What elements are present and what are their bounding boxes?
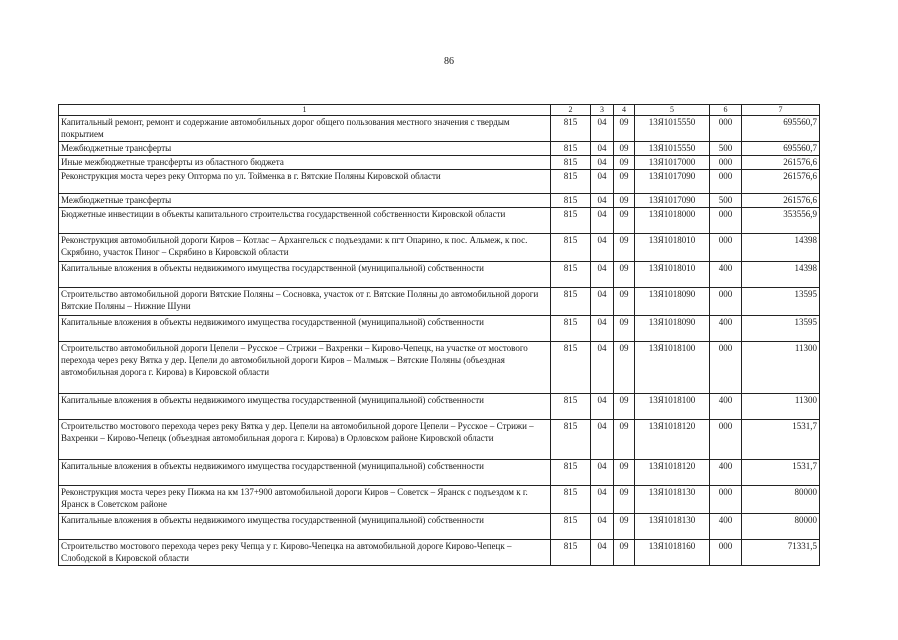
item-name-cell: Реконструкция автомобильной дороги Киров – Котлас – Архангельск с подъездами: к пгт Опарино, к пос. Альмеж, к пос. Скрябино, участок Пиног – Скрябино в Кировской области	[59, 234, 551, 262]
table-row	[59, 194, 820, 208]
target-article-cell: 13Я1018100	[635, 394, 710, 420]
expense-type-cell: 000	[710, 234, 742, 262]
target-article-cell: 13Я1018120	[635, 420, 710, 460]
expense-type-cell: 400	[710, 514, 742, 540]
header-cell: 5	[635, 105, 710, 116]
table-row	[59, 486, 820, 514]
table-row	[59, 514, 820, 540]
target-article-cell: 13Я1018090	[635, 316, 710, 342]
expense-type-cell: 500	[710, 142, 742, 156]
target-article-cell: 13Я1018120	[635, 460, 710, 486]
target-article-cell: 13Я1018010	[635, 262, 710, 288]
admin-code-cell: 815	[551, 316, 591, 342]
amount-cell: 14398	[742, 234, 820, 262]
table-row	[59, 156, 820, 170]
item-name-cell: Капитальные вложения в объекты недвижимого имущества государственной (муниципальной) собственности	[59, 316, 551, 342]
amount-cell: 261576,6	[742, 170, 820, 194]
table-row	[59, 170, 820, 194]
amount-cell: 71331,5	[742, 540, 820, 566]
amount-cell: 11300	[742, 394, 820, 420]
subsection-code-cell: 09	[614, 394, 635, 420]
target-article-cell: 13Я1017000	[635, 156, 710, 170]
item-name-cell: Строительство автомобильной дороги Вятские Поляны – Сосновка, участок от г. Вятские Поляны до автомобильной дороги Вятские Поляны – Нижние Шуни	[59, 288, 551, 316]
section-code-cell: 04	[591, 116, 614, 142]
table-row	[59, 540, 820, 566]
item-name-cell: Реконструкция моста через реку Пижма на км 137+900 автомобильной дороги Киров – Советск – Яранск с подъездом к г. Яранск в Советском районе	[59, 486, 551, 514]
table-row	[59, 208, 820, 234]
section-code-cell: 04	[591, 460, 614, 486]
expense-type-cell: 400	[710, 460, 742, 486]
admin-code-cell: 815	[551, 194, 591, 208]
subsection-code-cell: 09	[614, 116, 635, 142]
section-code-cell: 04	[591, 262, 614, 288]
amount-cell: 13595	[742, 316, 820, 342]
subsection-code-cell: 09	[614, 170, 635, 194]
item-name-cell: Строительство мостового перехода через реку Вятка у дер. Цепели на автомобильной дороге Цепели – Русское – Стрижи – Вахренки – Кирово-Чепецк (объездная автомобильная дорога г. Кирова) в Орловском районе Кировской области	[59, 420, 551, 460]
table-row	[59, 342, 820, 394]
header-cell: 1	[59, 105, 551, 116]
page-number: 86	[444, 56, 454, 67]
subsection-code-cell: 09	[614, 460, 635, 486]
table-row	[59, 288, 820, 316]
amount-cell: 695560,7	[742, 142, 820, 156]
header-cell: 3	[591, 105, 614, 116]
admin-code-cell: 815	[551, 234, 591, 262]
amount-cell: 13595	[742, 288, 820, 316]
subsection-code-cell: 09	[614, 262, 635, 288]
target-article-cell: 13Я1018160	[635, 540, 710, 566]
target-article-cell: 13Я1015550	[635, 142, 710, 156]
expense-type-cell: 400	[710, 316, 742, 342]
expense-type-cell: 000	[710, 156, 742, 170]
subsection-code-cell: 09	[614, 540, 635, 566]
admin-code-cell: 815	[551, 460, 591, 486]
subsection-code-cell: 09	[614, 420, 635, 460]
admin-code-cell: 815	[551, 156, 591, 170]
expense-type-cell: 000	[710, 208, 742, 234]
item-name-cell: Иные межбюджетные трансферты из областного бюджета	[59, 156, 551, 170]
section-code-cell: 04	[591, 208, 614, 234]
target-article-cell: 13Я1018130	[635, 514, 710, 540]
expense-type-cell: 400	[710, 394, 742, 420]
subsection-code-cell: 09	[614, 316, 635, 342]
section-code-cell: 04	[591, 170, 614, 194]
expense-type-cell: 000	[710, 486, 742, 514]
table-row	[59, 234, 820, 262]
amount-cell: 261576,6	[742, 156, 820, 170]
section-code-cell: 04	[591, 420, 614, 460]
section-code-cell: 04	[591, 288, 614, 316]
subsection-code-cell: 09	[614, 194, 635, 208]
admin-code-cell: 815	[551, 486, 591, 514]
header-row	[59, 105, 820, 116]
header-cell: 7	[742, 105, 820, 116]
target-article-cell: 13Я1017090	[635, 170, 710, 194]
budget-table	[58, 104, 820, 566]
item-name-cell: Межбюджетные трансферты	[59, 142, 551, 156]
expense-type-cell: 000	[710, 170, 742, 194]
item-name-cell: Межбюджетные трансферты	[59, 194, 551, 208]
admin-code-cell: 815	[551, 288, 591, 316]
subsection-code-cell: 09	[614, 342, 635, 394]
expense-type-cell: 000	[710, 540, 742, 566]
target-article-cell: 13Я1018090	[635, 288, 710, 316]
item-name-cell: Реконструкция моста через реку Опторма по ул. Тойменка в г. Вятские Поляны Кировской области	[59, 170, 551, 194]
item-name-cell: Капитальные вложения в объекты недвижимого имущества государственной (муниципальной) собственности	[59, 262, 551, 288]
admin-code-cell: 815	[551, 262, 591, 288]
target-article-cell: 13Я1018010	[635, 234, 710, 262]
section-code-cell: 04	[591, 394, 614, 420]
amount-cell: 1531,7	[742, 420, 820, 460]
amount-cell: 1531,7	[742, 460, 820, 486]
header-cell: 4	[614, 105, 635, 116]
admin-code-cell: 815	[551, 116, 591, 142]
section-code-cell: 04	[591, 142, 614, 156]
amount-cell: 353556,9	[742, 208, 820, 234]
amount-cell: 80000	[742, 514, 820, 540]
admin-code-cell: 815	[551, 170, 591, 194]
section-code-cell: 04	[591, 514, 614, 540]
item-name-cell: Строительство мостового перехода через реку Чепца у г. Кирово-Чепецка на автомобильной дороге Кирово-Чепецк – Слободской в Кировской области	[59, 540, 551, 566]
subsection-code-cell: 09	[614, 208, 635, 234]
target-article-cell: 13Я1015550	[635, 116, 710, 142]
header-cell: 6	[710, 105, 742, 116]
amount-cell: 261576,6	[742, 194, 820, 208]
subsection-code-cell: 09	[614, 486, 635, 514]
amount-cell: 695560,7	[742, 116, 820, 142]
section-code-cell: 04	[591, 234, 614, 262]
table-row	[59, 316, 820, 342]
section-code-cell: 04	[591, 486, 614, 514]
target-article-cell: 13Я1018130	[635, 486, 710, 514]
admin-code-cell: 815	[551, 394, 591, 420]
amount-cell: 14398	[742, 262, 820, 288]
section-code-cell: 04	[591, 194, 614, 208]
subsection-code-cell: 09	[614, 288, 635, 316]
item-name-cell: Капитальные вложения в объекты недвижимого имущества государственной (муниципальной) собственности	[59, 460, 551, 486]
admin-code-cell: 815	[551, 342, 591, 394]
expense-type-cell: 000	[710, 288, 742, 316]
header-cell: 2	[551, 105, 591, 116]
subsection-code-cell: 09	[614, 156, 635, 170]
expense-type-cell: 000	[710, 116, 742, 142]
admin-code-cell: 815	[551, 142, 591, 156]
item-name-cell: Капитальные вложения в объекты недвижимого имущества государственной (муниципальной) собственности	[59, 514, 551, 540]
admin-code-cell: 815	[551, 420, 591, 460]
expense-type-cell: 000	[710, 420, 742, 460]
admin-code-cell: 815	[551, 208, 591, 234]
table-row	[59, 116, 820, 142]
expense-type-cell: 500	[710, 194, 742, 208]
admin-code-cell: 815	[551, 514, 591, 540]
table-row	[59, 394, 820, 420]
table-row	[59, 420, 820, 460]
target-article-cell: 13Я1017090	[635, 194, 710, 208]
table-row	[59, 262, 820, 288]
item-name-cell: Строительство автомобильной дороги Цепели – Русское – Стрижи – Вахренки – Кирово-Чепецк, на участке от мостового перехода через реку Вятка у дер. Цепели до автомобильной дороги Киров – Малмыж – Вятские Поляны (объездная автомобильная дорога г. Кирова) в Кировской области	[59, 342, 551, 394]
subsection-code-cell: 09	[614, 142, 635, 156]
section-code-cell: 04	[591, 342, 614, 394]
amount-cell: 80000	[742, 486, 820, 514]
admin-code-cell: 815	[551, 540, 591, 566]
item-name-cell: Капитальный ремонт, ремонт и содержание автомобильных дорог общего пользования местного значения с твердым покрытием	[59, 116, 551, 142]
target-article-cell: 13Я1018100	[635, 342, 710, 394]
expense-type-cell: 000	[710, 342, 742, 394]
section-code-cell: 04	[591, 316, 614, 342]
subsection-code-cell: 09	[614, 514, 635, 540]
amount-cell: 11300	[742, 342, 820, 394]
section-code-cell: 04	[591, 540, 614, 566]
target-article-cell: 13Я1018000	[635, 208, 710, 234]
item-name-cell: Бюджетные инвестиции в объекты капитального строительства государственной собственности Кировской области	[59, 208, 551, 234]
item-name-cell: Капитальные вложения в объекты недвижимого имущества государственной (муниципальной) собственности	[59, 394, 551, 420]
expense-type-cell: 400	[710, 262, 742, 288]
table-row	[59, 142, 820, 156]
section-code-cell: 04	[591, 156, 614, 170]
subsection-code-cell: 09	[614, 234, 635, 262]
table-row	[59, 460, 820, 486]
